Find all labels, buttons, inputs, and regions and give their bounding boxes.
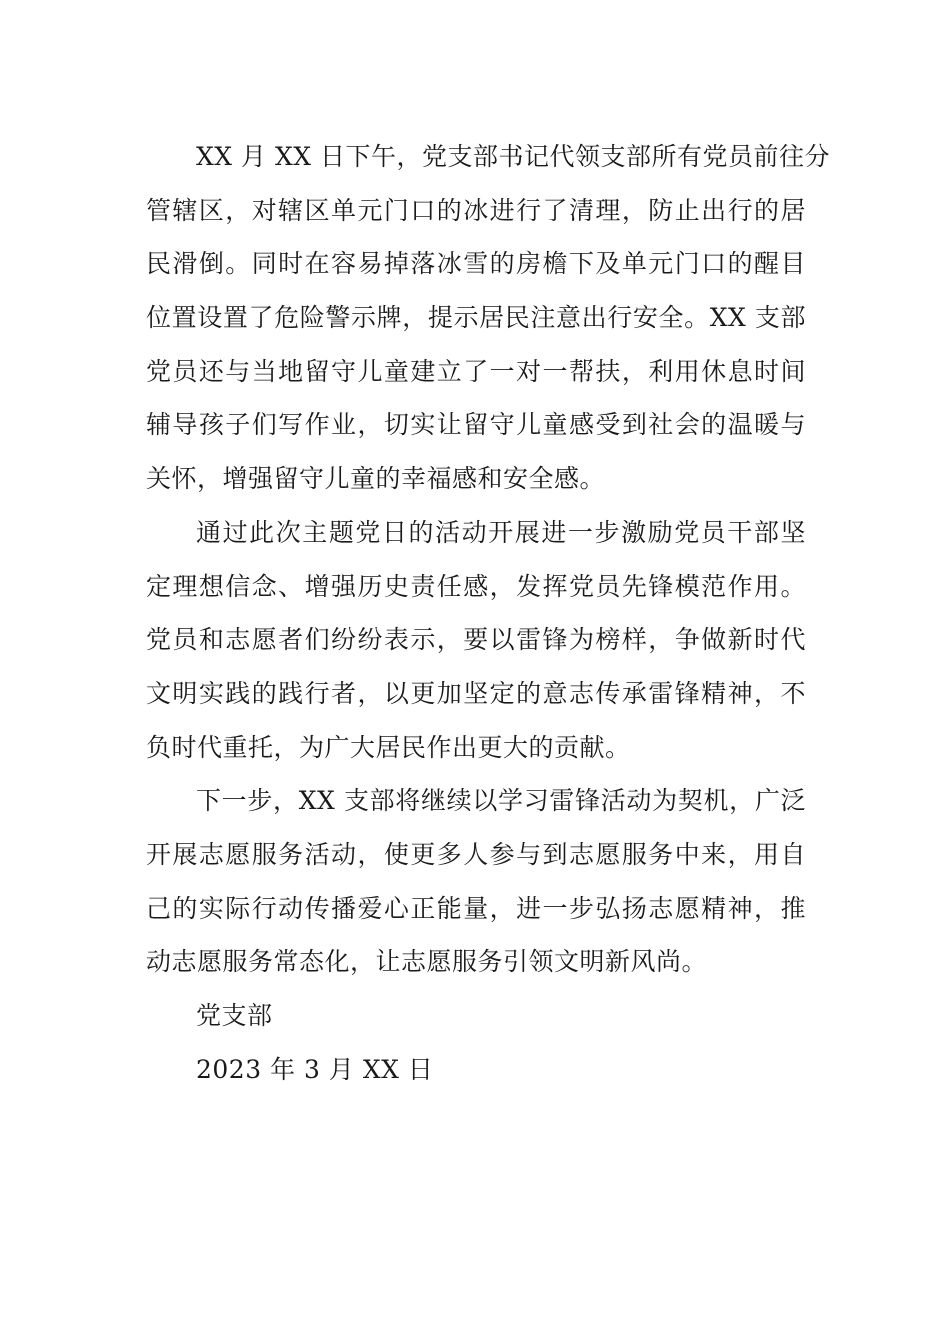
paragraph-line: 开展志愿服务活动，使更多人参与到志愿服务中来，用自	[146, 839, 806, 869]
paragraph-line: 位置设置了危险警示牌，提示居民注意出行安全。XX 支部	[146, 303, 806, 333]
paragraph-2	[146, 506, 806, 774]
paragraph-line: 党员还与当地留守儿童建立了一对一帮扶，利用休息时间	[146, 356, 806, 386]
paragraph-line: 定理想信念、增强历史责任感，发挥党员先锋模范作用。	[146, 571, 806, 601]
paragraph-line: 民滑倒。同时在容易掉落冰雪的房檐下及单元门口的醒目	[146, 249, 806, 279]
paragraph-line: 文明实践的践行者，以更加坚定的意志传承雷锋精神，不	[146, 678, 806, 708]
document-page	[146, 130, 831, 1096]
paragraph-1	[146, 130, 831, 506]
paragraph-line: 负时代重托，为广大居民作出更大的贡献。	[146, 732, 631, 762]
paragraph-3	[146, 774, 806, 989]
paragraph-line: 通过此次主题党日的活动开展进一步激励党员干部坚	[196, 517, 806, 547]
signature-block	[146, 989, 806, 1096]
paragraph-line: XX 月 XX 日下午，党支部书记代领支部所有党员前往分	[196, 142, 831, 171]
paragraph-line: 党员和志愿者们纷纷表示，要以雷锋为榜样，争做新时代	[146, 625, 806, 655]
paragraph-line: 辅导孩子们写作业，切实让留守儿童感受到社会的温暖与	[146, 410, 806, 440]
paragraph-line: 己的实际行动传播爱心正能量，进一步弘扬志愿精神，推	[146, 893, 806, 923]
signature-date: 2023 年 3 月 XX 日	[196, 1054, 434, 1084]
paragraph-line: 关怀，增强留守儿童的幸福感和安全感。	[146, 464, 606, 494]
paragraph-line: 动志愿服务常态化，让志愿服务引领文明新风尚。	[146, 947, 708, 977]
paragraph-line: 管辖区，对辖区单元门口的冰进行了清理，防止出行的居	[146, 195, 806, 225]
signature-org: 党支部	[196, 1001, 273, 1030]
paragraph-line: 下一步，XX 支部将继续以学习雷锋活动为契机，广泛	[196, 786, 806, 816]
